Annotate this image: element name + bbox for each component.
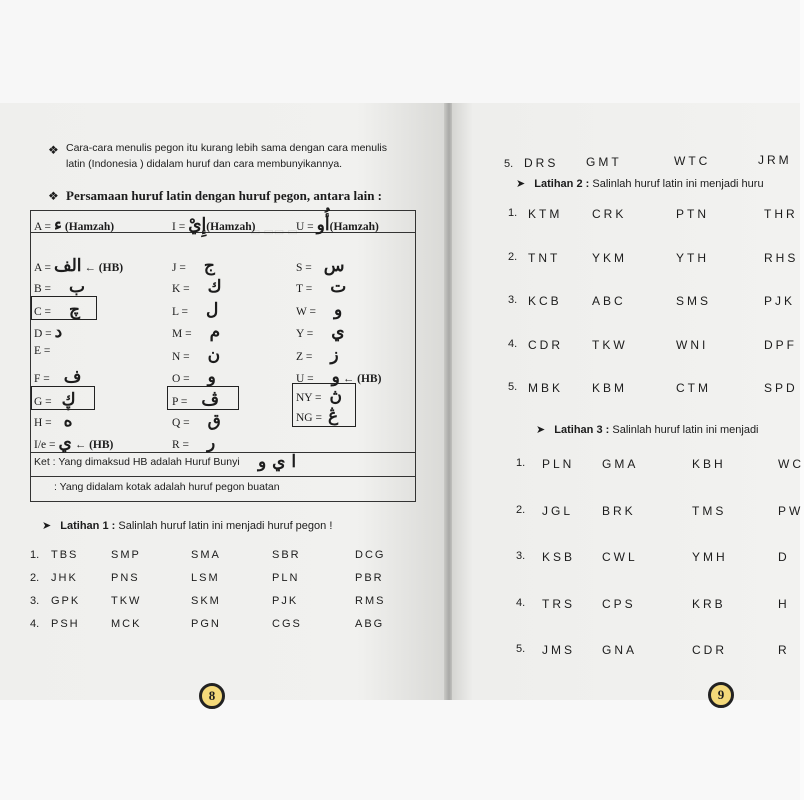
exercise-number: 5.: [504, 158, 514, 170]
letter-y: Y = ي: [296, 322, 345, 341]
letter-s: S = س: [296, 256, 345, 275]
letter-ng: NG = ڠ: [296, 406, 339, 425]
arrow-icon: ➤: [536, 424, 546, 436]
letter-j: J = ج: [172, 256, 215, 275]
bullet-diamond-icon: ❖: [48, 189, 59, 203]
exercise-item: TRS: [542, 596, 575, 611]
exercise-item: WTC: [674, 154, 711, 168]
background-bottom: [0, 700, 800, 800]
exercise-item: SMA: [191, 549, 221, 561]
page-number-9: 9: [708, 682, 734, 708]
letter-q: Q = ق: [172, 411, 221, 430]
exercise-number: 2.: [508, 250, 518, 263]
exercise-number: 1.: [516, 457, 526, 469]
letter-r: R = ر: [172, 433, 216, 452]
bullet-diamond-icon: ❖: [48, 143, 59, 157]
exercise-item: JRM: [758, 153, 792, 167]
exercise-number: 3.: [508, 294, 518, 306]
exercise-item: CDR: [692, 643, 727, 657]
exercise-item: CGS: [272, 618, 302, 630]
exercise-item: PSH: [51, 618, 80, 630]
exercise-item: SBR: [272, 549, 301, 561]
letter-p: P = ڤ: [172, 390, 219, 409]
left-page: [0, 103, 447, 703]
table-header-u: U = أُو(Hamzah): [296, 215, 379, 234]
exercise-item: CTM: [676, 381, 711, 395]
exercise-item: GNA: [602, 643, 638, 657]
exercise-number: 5.: [508, 381, 518, 393]
latihan-2-title: ➤ Latihan 2 : Salinlah huruf latin ini menjadi huru: [516, 178, 764, 190]
table-divider: [30, 476, 416, 477]
exercise-item: GPK: [51, 595, 81, 607]
exercise-item: JMS: [542, 643, 575, 657]
letter-f: F = ف: [34, 367, 82, 386]
exercise-item: KTM: [528, 207, 563, 221]
latihan-3-title: ➤ Latihan 3 : Salinlah huruf latin ini menjadi: [536, 424, 759, 436]
exercise-item: DPF: [764, 337, 797, 352]
exercise-item: KRB: [692, 596, 726, 611]
exercise-item: PJK: [764, 294, 796, 308]
page-number-8: 8: [199, 683, 225, 709]
exercise-number: 5.: [516, 643, 526, 655]
exercise-number: 4.: [30, 618, 40, 630]
exercise-item: PLN: [542, 457, 575, 471]
exercise-item: TMS: [692, 503, 727, 518]
letter-w: W = و: [296, 300, 343, 319]
letter-m: M = م: [172, 322, 221, 341]
exercise-item: YTH: [676, 250, 709, 265]
exercise-item: CWL: [602, 550, 638, 564]
exercise-item: BRK: [602, 503, 636, 518]
exercise-item: SMP: [111, 549, 141, 561]
intro-line-2: latin (Indonesia ) didalam huruf dan cara membunyikannya.: [66, 158, 343, 170]
intro-line-1: Cara-cara menulis pegon itu kurang lebih sama dengan cara menulis: [66, 142, 388, 154]
letter-c: C = چ: [34, 300, 81, 319]
exercise-item: RMS: [355, 595, 386, 607]
letter-o: O = و: [172, 367, 216, 386]
exercise-item: ABG: [355, 618, 385, 630]
exercise-item: DRS: [524, 156, 559, 170]
exercise-item: TKW: [592, 337, 628, 352]
note-box: : Yang didalam kotak adalah huruf pegon buatan: [54, 481, 280, 493]
background-top: [0, 0, 800, 103]
exercise-item: DCG: [355, 549, 386, 561]
letter-k: K = ك: [172, 277, 222, 296]
exercise-item: TNT: [528, 250, 561, 265]
exercise-item: PW: [778, 503, 804, 518]
note-hb-pegon: ا ي و: [258, 452, 297, 472]
letter-ny: NY = ڽ: [296, 386, 343, 405]
exercise-item: PGN: [191, 618, 221, 630]
exercise-item: PTN: [676, 207, 709, 221]
exercise-item: ABC: [592, 294, 626, 308]
letter-a: A = الف ← (HB): [34, 256, 124, 275]
exercise-number: 3.: [30, 595, 40, 607]
exercise-number: 3.: [516, 550, 526, 562]
latihan-1-title: ➤ Latihan 1 : Salinlah huruf latin ini menjadi huruf pegon !: [42, 520, 333, 532]
exercise-item: KBH: [692, 457, 726, 471]
exercise-item: CRK: [592, 207, 627, 221]
table-header-a: A = ء (Hamzah): [34, 215, 115, 234]
letter-l: L = ل: [172, 300, 219, 319]
exercise-number: 4.: [516, 596, 526, 609]
exercise-item: CDR: [528, 337, 563, 352]
exercise-item: KSB: [542, 550, 576, 564]
exercise-item: WC: [778, 457, 804, 471]
exercise-item: SPD: [764, 381, 798, 395]
exercise-item: MCK: [111, 618, 142, 630]
exercise-item: YKM: [592, 250, 628, 265]
exercise-item: WNI: [676, 337, 709, 352]
exercise-item: KCB: [528, 294, 562, 308]
table-header-i: I = إِيْ(Hamzah): [172, 215, 256, 234]
bleed-through: ▭ ▭▭ ▭: [250, 226, 298, 238]
letter-b: B = ب: [34, 277, 86, 296]
exercise-item: GMT: [586, 155, 622, 169]
exercise-number: 2.: [30, 572, 40, 584]
letter-g: G = ڮ: [34, 390, 76, 409]
exercise-number: 4.: [508, 337, 518, 350]
arrow-icon: ➤: [42, 520, 52, 532]
section-heading: Persamaan huruf latin dengan huruf pegon, antara lain :: [66, 188, 383, 203]
exercise-item: SMS: [676, 294, 712, 308]
exercise-item: MBK: [528, 381, 564, 395]
exercise-number: 2.: [516, 503, 526, 516]
exercise-item: TBS: [51, 549, 79, 561]
exercise-item: TKW: [111, 595, 142, 607]
exercise-item: SKM: [191, 595, 221, 607]
letter-u: U = و ← (HB): [296, 367, 382, 386]
arrow-icon: ➤: [516, 178, 526, 190]
note-hb: Ket : Yang dimaksud HB adalah Huruf Bunyi: [34, 456, 240, 468]
letter-z: Z = ز: [296, 345, 339, 364]
exercise-item: H: [778, 596, 790, 611]
exercise-item: GMA: [602, 457, 639, 471]
right-page: [452, 103, 804, 702]
exercise-item: CPS: [602, 596, 636, 611]
letter-e: E =: [34, 345, 51, 357]
exercise-item: JGL: [542, 503, 574, 518]
letter-d: D = د: [34, 322, 63, 341]
exercise-item: RHS: [764, 250, 799, 265]
exercise-item: LSM: [191, 572, 220, 584]
letter-h: H = ه: [34, 411, 73, 430]
letter-n: N = ن: [172, 345, 221, 364]
exercise-item: PJK: [272, 595, 299, 607]
exercise-item: PBR: [355, 572, 384, 584]
exercise-item: PNS: [111, 572, 140, 584]
exercise-item: JHK: [51, 572, 78, 584]
exercise-item: PLN: [272, 572, 300, 584]
exercise-item: THR: [764, 207, 798, 221]
letter-t: T = ت: [296, 277, 347, 296]
exercise-number: 1.: [508, 207, 518, 219]
letter-i-e: I/e = ي ← (HB): [34, 433, 114, 452]
exercise-number: 1.: [30, 549, 40, 561]
exercise-item: KBM: [592, 381, 628, 395]
exercise-item: R: [778, 643, 790, 657]
exercise-item: D: [778, 550, 790, 564]
exercise-item: YMH: [692, 550, 728, 564]
